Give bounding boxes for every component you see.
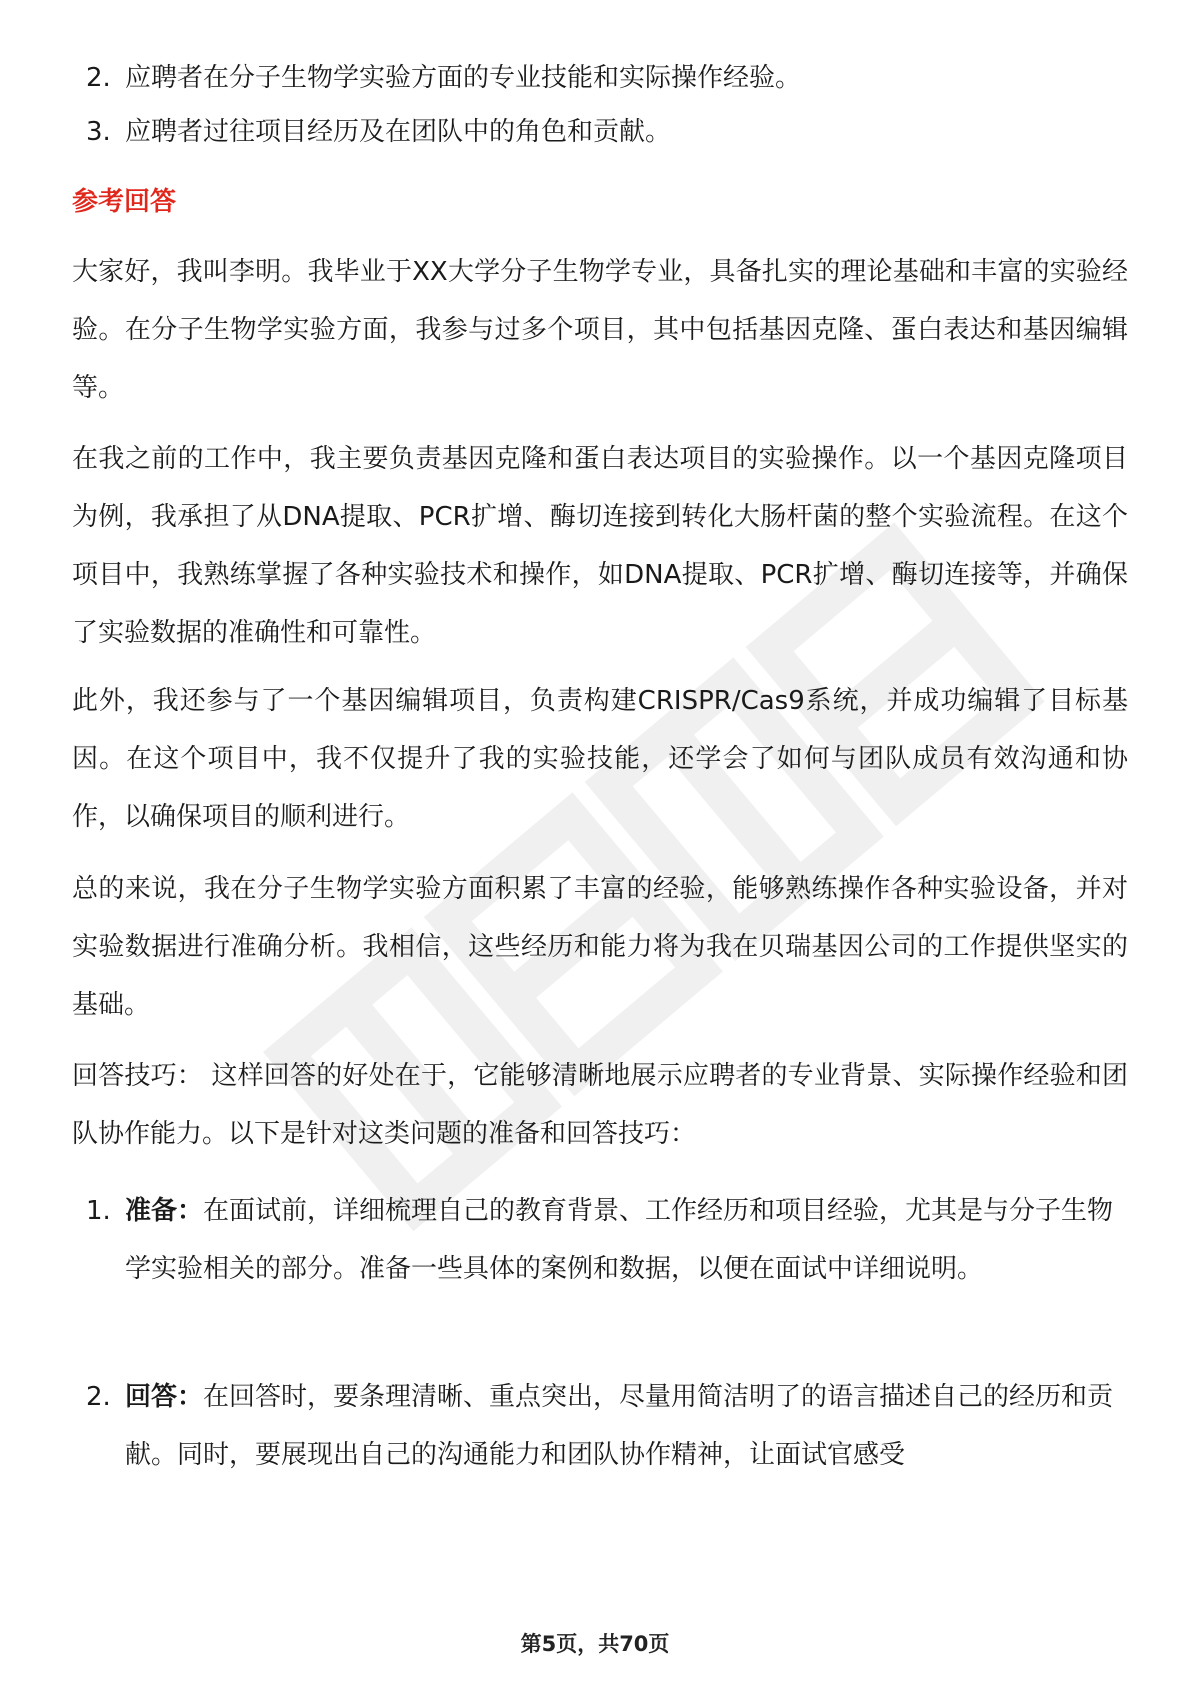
page-number: 第5页，共70页 (520, 1632, 670, 1656)
paragraph: 回答技巧： 这样回答的好处在于，它能够清晰地展示应聘者的专业背景、实际操作经验和团队协作能力。以下是针对这类问题的准备和回答技巧： (72, 1061, 1128, 1149)
section-heading: 参考回答 (72, 187, 177, 217)
list-label: 回答： (125, 1382, 204, 1412)
list-number: 1. (86, 1196, 111, 1226)
list-text: 应聘者在分子生物学实验方面的专业技能和实际操作经验。 (125, 63, 802, 93)
list-text: 在回答时，要条理清晰、重点突出，尽量用简洁明了的语言描述自己的经历和贡献。同时，要展现出自己的沟通能力和团队协作精神，让面试官感受 (125, 1382, 1114, 1470)
list-number: 2. (86, 63, 111, 93)
paragraph: 总的来说，我在分子生物学实验方面积累了丰富的经验，能够熟练操作各种实验设备，并对实验数据进行准确分析。我相信，这些经历和能力将为我在贝瑞基因公司的工作提供坚实的基础。 (72, 874, 1128, 1020)
list-number: 3. (86, 117, 111, 147)
paragraph: 此外，我还参与了一个基因编辑项目，负责构建CRISPR/Cas9系统，并成功编辑了目标基因。在这个项目中，我不仅提升了我的实验技能，还学会了如何与团队成员有效沟通和协作，以确保项目的顺利进行。 (72, 686, 1128, 832)
list-number: 2. (86, 1382, 111, 1412)
list-text: 在面试前，详细梳理自己的教育背景、工作经历和项目经验，尤其是与分子生物学实验相关的部分。准备一些具体的案例和数据，以便在面试中详细说明。 (125, 1196, 1114, 1284)
paragraph: 大家好，我叫李明。我毕业于XX大学分子生物学专业，具备扎实的理论基础和丰富的实验经验。在分子生物学实验方面，我参与过多个项目，其中包括基因克隆、蛋白表达和基因编辑等。 (72, 257, 1128, 403)
list-text: 应聘者过往项目经历及在团队中的角色和贡献。 (125, 117, 672, 147)
paragraph: 在我之前的工作中，我主要负责基因克隆和蛋白表达项目的实验操作。以一个基因克隆项目为例，我承担了从DNA提取、PCR扩增、酶切连接到转化大肠杆菌的整个实验流程。在这个项目中，我熟练掌握了各种实验技术和操作，如DNA提取、PCR扩增、酶切连接等，并确保了实验数据的准确性和可靠性。 (72, 444, 1128, 648)
list-label: 准备： (125, 1196, 204, 1226)
